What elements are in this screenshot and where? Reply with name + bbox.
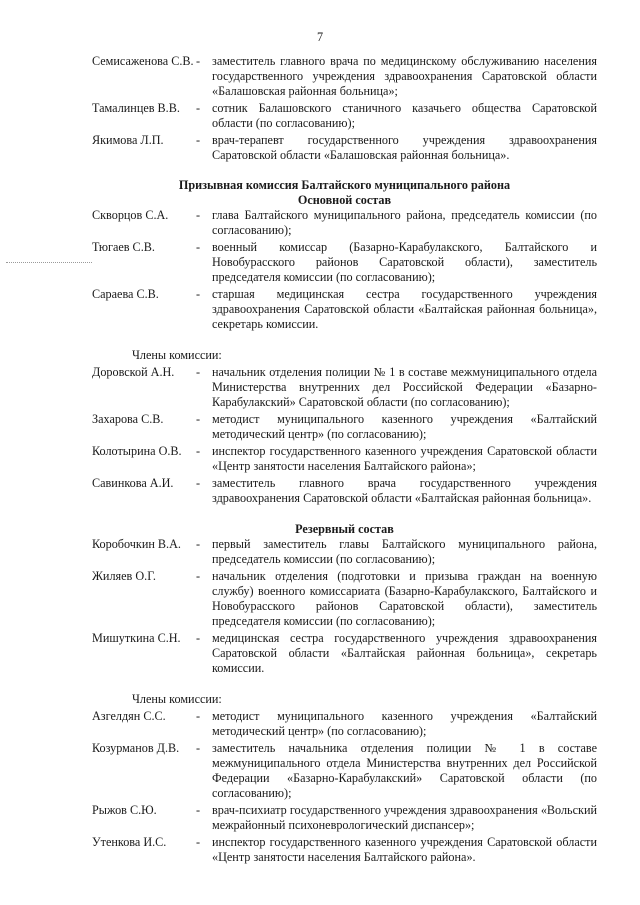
- member-position: врач-психиатр государственного учреждения здравоохранения «Вольский межрайонный психоневрологический диспансер»;: [212, 803, 597, 832]
- member-position: инспектор государственного казенного учреждения Саратовской области «Центр занятости населения Балтайского района».: [212, 835, 597, 864]
- dash: -: [196, 133, 201, 147]
- member-position: заместитель главного врача государственного учреждения здравоохранения Саратовской области «Балтайская районная больница».: [212, 476, 597, 505]
- list-item: [92, 631, 597, 676]
- member-position: медицинская сестра государственного учреждения здравоохранения Саратовской области «Балтайская районная больница», секретарь комиссии.: [212, 631, 597, 675]
- member-position: глава Балтайского муниципального района, председатель комиссии (по согласованию);: [212, 208, 597, 237]
- list-item: [92, 54, 597, 99]
- member-position: заместитель главного врача по медицинскому обслуживанию населения государственного учреждения здравоохранения Саратовской области «Балашовская районная больница»;: [212, 54, 597, 98]
- dash: -: [196, 365, 201, 379]
- list-item: [92, 208, 597, 238]
- member-name: Коробочкин В.А.: [92, 537, 181, 551]
- list-item: [92, 476, 597, 506]
- member-name: Якимова Л.П.: [92, 133, 164, 147]
- member-name: Тамалинцев В.В.: [92, 101, 180, 115]
- page-number: 7: [316, 30, 324, 44]
- reserve-composition-heading: Резервный состав: [295, 522, 394, 536]
- member-position: старшая медицинская сестра государственного учреждения здравоохранения Саратовской области «Балтайская районная больница», секретарь комиссии.: [212, 287, 597, 331]
- commission-section: [92, 178, 597, 867]
- member-name: Сараева С.В.: [92, 287, 159, 301]
- member-name: Азгелдян С.С.: [92, 709, 166, 723]
- member-position: заместитель начальника отделения полиции № 1 в составе межмуниципального отдела Министерства внутренних дел Российской Федерации «Базарно-Карабулакский» Саратовской области (по согласованию);: [212, 741, 597, 800]
- scan-artifact: [6, 262, 92, 263]
- main-composition-heading: Основной состав: [297, 193, 392, 207]
- list-item: [92, 741, 597, 801]
- member-position: врач-терапевт государственного учреждения здравоохранения Саратовской области «Балашовская районная больница».: [212, 133, 597, 162]
- members-label: Члены комиссии:: [132, 348, 222, 362]
- list-item: [92, 287, 597, 332]
- member-name: Рыжов С.Ю.: [92, 803, 157, 817]
- list-item: [92, 365, 597, 410]
- top-entries: [92, 54, 597, 165]
- member-name: Тюгаев С.В.: [92, 240, 155, 254]
- dash: -: [196, 208, 201, 222]
- member-name: Доровской А.Н.: [92, 365, 175, 379]
- dash: -: [196, 569, 201, 583]
- member-name: Семисаженова С.В.: [92, 54, 194, 68]
- member-position: методист муниципального казенного учреждения «Балтайский методический центр» (по согласованию);: [212, 709, 597, 738]
- dash: -: [196, 741, 201, 755]
- dash: -: [196, 803, 201, 817]
- list-item: [92, 537, 597, 567]
- dash: -: [196, 709, 201, 723]
- list-item: [92, 240, 597, 285]
- list-item: [92, 709, 597, 739]
- member-position: начальник отделения (подготовки и призыва граждан на военную службу) военного комиссариата (Базарно-Карабулакского, Балтайского и Новобурасского районов Саратовской области), заместитель председателя комиссии (по согласованию);: [212, 569, 597, 628]
- section-title: Призывная комиссия Балтайского муниципального района: [178, 178, 511, 192]
- dash: -: [196, 287, 201, 301]
- member-name: Козурманов Д.В.: [92, 741, 180, 755]
- list-item: [92, 133, 597, 163]
- member-position: методист муниципального казенного учреждения «Балтайский методический центр» (по согласованию);: [212, 412, 597, 441]
- dash: -: [196, 240, 201, 254]
- dash: -: [196, 54, 201, 68]
- list-item: [92, 835, 597, 865]
- dash: -: [196, 631, 201, 645]
- member-name: Савинкова А.И.: [92, 476, 174, 490]
- list-item: [92, 412, 597, 442]
- dash: -: [196, 537, 201, 551]
- dash: -: [196, 835, 201, 849]
- member-name: Утенкова И.С.: [92, 835, 167, 849]
- members-label: Члены комиссии:: [132, 692, 222, 706]
- member-position: инспектор государственного казенного учреждения Саратовской области «Центр занятости населения Балтайского района»;: [212, 444, 597, 473]
- list-item: [92, 803, 597, 833]
- dash: -: [196, 444, 201, 458]
- list-item: [92, 101, 597, 131]
- member-name: Скворцов С.А.: [92, 208, 169, 222]
- list-item: [92, 444, 597, 474]
- member-name: Захарова С.В.: [92, 412, 164, 426]
- dash: -: [196, 412, 201, 426]
- member-name: Колотырина О.В.: [92, 444, 182, 458]
- member-position: начальник отделения полиции № 1 в составе межмуниципального отдела Министерства внутренних дел Российской Федерации «Базарно-Карабулакский» Саратовской области (по согласованию);: [212, 365, 597, 409]
- member-name: Жиляев О.Г.: [92, 569, 156, 583]
- member-position: первый заместитель главы Балтайского муниципального района, председатель комиссии (по согласованию);: [212, 537, 597, 566]
- list-item: [92, 569, 597, 629]
- dash: -: [196, 476, 201, 490]
- member-position: сотник Балашовского станичного казачьего общества Саратовской области (по согласованию);: [212, 101, 597, 130]
- dash: -: [196, 101, 201, 115]
- member-position: военный комиссар (Базарно-Карабулакского, Балтайского и Новобурасского районов Саратовской области), заместитель председателя комиссии (по согласованию);: [212, 240, 597, 284]
- member-name: Мишуткина С.Н.: [92, 631, 181, 645]
